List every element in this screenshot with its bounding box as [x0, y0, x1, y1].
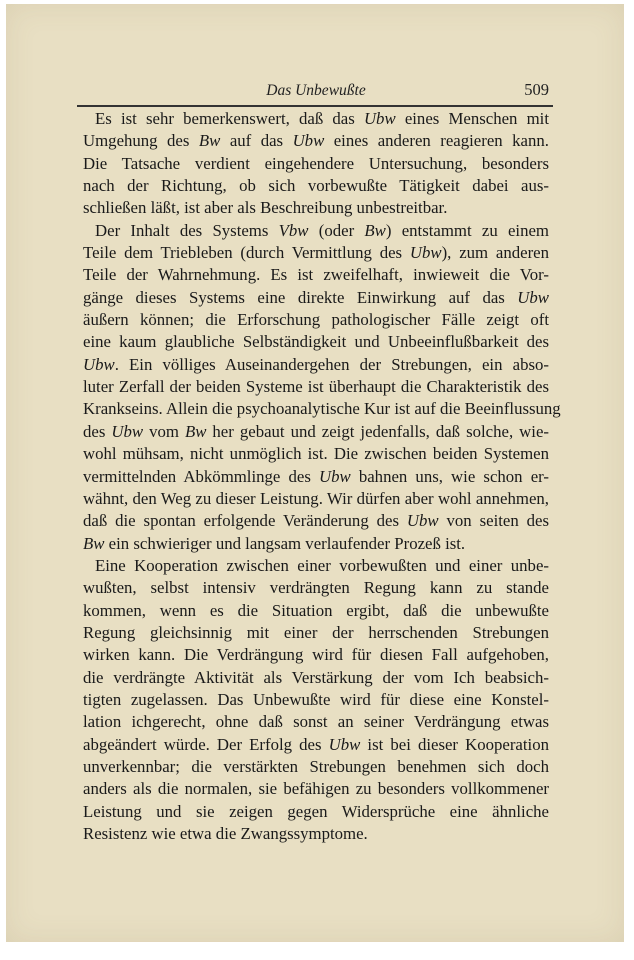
paragraph-1: [83, 108, 549, 220]
text-line: wußten, selbst intensiv verdrängten Regung kann zu stande: [83, 578, 549, 598]
text-line: Umgehung des Bw auf das Ubw eines anderen reagieren kann.: [83, 131, 549, 151]
text-line: Es ist sehr bemerkenswert, daß das Ubw eines Menschen mit: [95, 109, 549, 128]
text-line: gänge dieses Systems eine direkte Einwirkung auf das Ubw: [83, 287, 549, 307]
paragraph-2: [83, 220, 561, 555]
text-line: wirken kann. Die Verdrängung wird für diesen Fall aufgehoben,: [83, 645, 549, 665]
text-line: nach der Richtung, ob sich vorbewußte Tätigkeit dabei aus-: [83, 176, 549, 196]
body-text: [83, 108, 561, 845]
text-line: Eine Kooperation zwischen einer vorbewußten und einer unbe-: [95, 555, 549, 575]
text-line: äußern können; die Erforschung pathologischer Fälle zeigt oft: [83, 310, 549, 330]
text-line: vermittelnden Abkömmlinge des Ubw bahnen uns, wie schon er-: [83, 466, 549, 486]
text-line: Leistung und sie zeigen gegen Widersprüche eine ähnliche: [83, 801, 549, 821]
paragraph-3: [83, 555, 549, 845]
text-line: daß die spontan erfolgende Veränderung des Ubw von seiten des: [83, 511, 549, 531]
text-line: schließen läßt, ist aber als Beschreibung unbestreitbar.: [83, 198, 448, 218]
text-line: Krankseins. Allein die psychoanalytische Kur ist auf die Beeinflussung: [83, 399, 561, 419]
text-line: abgeändert würde. Der Erfolg des Ubw ist bei dieser Kooperation: [83, 734, 549, 754]
text-line: anders als die normalen, sie befähigen zu besonders vollkommener: [83, 779, 549, 799]
running-head: [83, 78, 549, 104]
text-line: die verdrängte Aktivität als Verstärkung der vom Ich beabsich-: [83, 667, 549, 687]
text-line: wohl mühsam, nicht unmöglich ist. Die zwischen beiden Systemen: [83, 444, 549, 464]
page-number: 509: [524, 80, 549, 99]
text-line: des Ubw vom Bw her gebaut und zeigt jedenfalls, daß solche, wie-: [83, 421, 549, 441]
text-line: Resistenz wie etwa die Zwangssymptome.: [83, 824, 368, 843]
text-line: wähnt, den Weg zu dieser Leistung. Wir dürfen aber wohl annehmen,: [83, 488, 549, 508]
running-title: Das Unbewußte: [266, 82, 366, 99]
header-rule: [77, 105, 553, 107]
text-line: Bw ein schwieriger und langsam verlaufender Prozeß ist.: [83, 533, 466, 553]
text-line: luter Zerfall der beiden Systeme ist überhaupt die Charakteristik des: [83, 377, 549, 397]
text-line: eine kaum glaubliche Selbständigkeit und Unbeeinflußbarkeit des: [83, 332, 549, 352]
text-line: lation ichgerecht, ohne daß sonst an seiner Verdrängung etwas: [83, 712, 549, 732]
book-page: [6, 4, 624, 942]
text-line: Der Inhalt des Systems Vbw (oder Bw) entstammt zu einem: [95, 220, 549, 240]
text-line: Teile der Wahrnehmung. Es ist zweifelhaft, inwieweit die Vor-: [83, 265, 549, 285]
text-line: Die Tatsache verdient eingehendere Untersuchung, besonders: [83, 153, 549, 173]
text-line: tigten zugelassen. Das Unbewußte wird für diese eine Konstel-: [83, 689, 549, 709]
text-line: Regung gleichsinnig mit einer der herrschenden Strebungen: [83, 622, 549, 642]
text-line: Ubw. Ein völliges Auseinandergehen der Strebungen, ein abso-: [83, 354, 549, 374]
text-line: kommen, wenn es die Situation ergibt, daß die unbewußte: [83, 600, 549, 620]
text-line: Teile dem Triebleben (durch Vermittlung des Ubw), zum anderen: [83, 243, 549, 263]
text-line: unverkennbar; die verstärkten Strebungen benehmen sich doch: [83, 756, 549, 776]
